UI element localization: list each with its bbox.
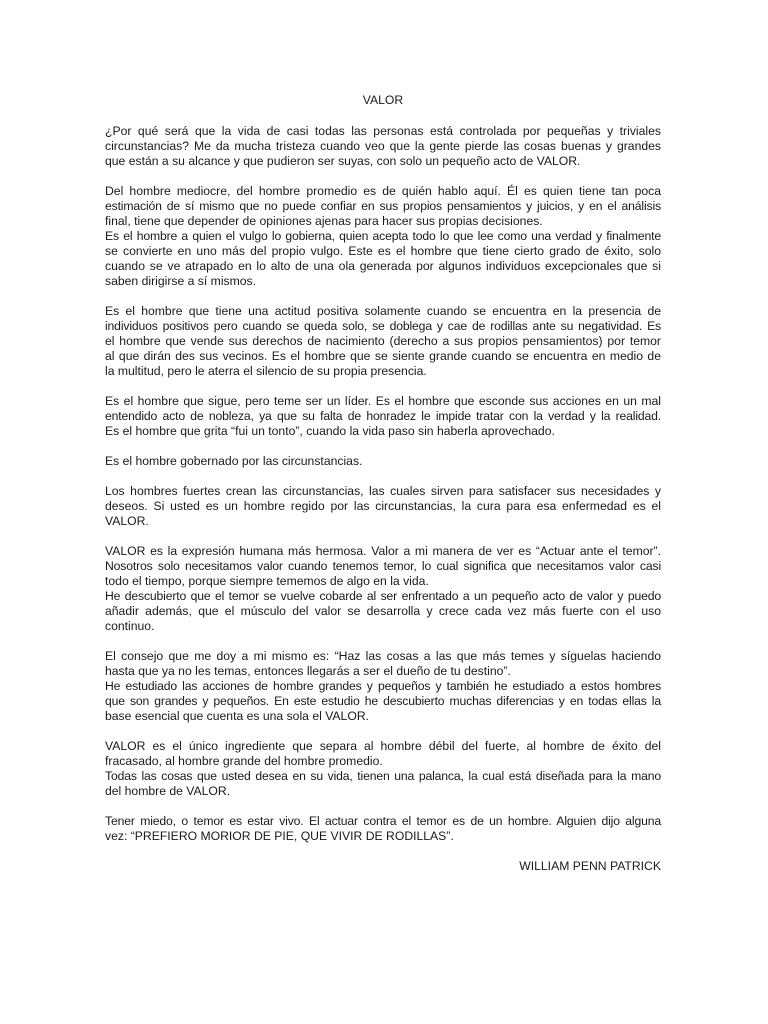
- paragraph-7: [105, 544, 661, 634]
- text-line: todo el tiempo, porque siempre tememos de algo en la vida.: [105, 574, 429, 588]
- paragraph-8: [105, 649, 661, 724]
- author-signature: WILLIAM PENN PATRICK: [519, 859, 661, 873]
- document-title: VALOR: [362, 93, 404, 107]
- text-line: la multitud, pero le aterra el silencio de su propia presencia.: [105, 364, 427, 378]
- text-line: cuando se ve atrapado en lo alto de una ola generada por algunos individuos excepcionales que si: [105, 259, 661, 273]
- text-line: base esencial que cuenta es una sola el VALOR.: [105, 709, 370, 723]
- text-line: al que dirán des sus vecinos. Es el hombre que se siente grande cuando se encuentra en medio de: [105, 349, 661, 363]
- text-line: He descubierto que el temor se vuelve cobarde al ser enfrentado a un pequeño acto de valor y puedo: [105, 589, 661, 603]
- document-page: [105, 93, 661, 874]
- text-line: Tener miedo, o temor es estar vivo. El actuar contra el temor es de un hombre. Alguien dijo alguna: [105, 814, 661, 828]
- text-line: final, tiene que depender de opiniones ajenas para hacer sus propias decisiones.: [105, 214, 543, 228]
- text-line: añadir además, que el músculo del valor se desarrolla y crece cada vez más fuerte con el uso: [105, 604, 661, 618]
- text-line: He estudiado las acciones de hombre grandes y pequeños y también he estudiado a estos hombres: [105, 679, 661, 693]
- text-line: circunstancias? Me da mucha tristeza cuando veo que la gente pierde las cosas buenas y grandes: [105, 139, 661, 153]
- paragraph-2: [105, 184, 661, 289]
- paragraph-5: [105, 454, 661, 469]
- paragraph-9: [105, 739, 661, 799]
- text-line: se convierte en uno más del propio vulgo. Este es el hombre que tiene cierto grado de éxito, solo: [105, 244, 661, 258]
- text-line: VALOR es la expresión humana más hermosa. Valor a mi manera de ver es “Actuar ante el temor”.: [105, 544, 661, 558]
- text-line: hasta que ya no les temas, entonces llegarás a ser el dueño de tu destino”.: [105, 664, 511, 678]
- text-line: VALOR.: [105, 514, 149, 528]
- text-line: Es el hombre que grita “fui un tonto”, cuando la vida paso sin haberla aprovechado.: [105, 424, 555, 438]
- text-line: entendido acto de nobleza, ya que su falta de honradez le impide tratar con la verdad y la realidad.: [105, 409, 661, 423]
- text-line: El consejo que me doy a mi mismo es: “Haz las cosas a las que más temes y síguelas haciendo: [105, 649, 661, 663]
- paragraph-6: [105, 484, 661, 529]
- text-line: estimación de sí mismo que no puede confiar en sus propios pensamientos y juicios, y en el análisis: [105, 199, 661, 213]
- text-line: del hombre de VALOR.: [105, 784, 231, 798]
- text-line: ¿Por qué será que la vida de casi todas las personas está controlada por pequeñas y triviales: [105, 124, 661, 138]
- text-line: Es el hombre que tiene una actitud positiva solamente cuando se encuentra en la presencia de: [105, 304, 661, 318]
- text-line: Es el hombre que sigue, pero teme ser un líder. Es el hombre que esconde sus acciones en un mal: [105, 394, 661, 408]
- text-line: saben dirigirse a sí mismos.: [105, 274, 257, 288]
- text-line: Es el hombre a quien el vulgo lo gobierna, quien acepta todo lo que lee como una verdad y finalmente: [105, 229, 661, 243]
- text-line: Del hombre mediocre, del hombre promedio es de quién hablo aquí. Él es quien tiene tan poca: [105, 184, 661, 198]
- text-line: Los hombres fuertes crean las circunstancias, las cuales sirven para satisfacer sus necesidades y: [105, 484, 661, 498]
- text-line: continuo.: [105, 619, 155, 633]
- paragraph-1: [105, 124, 661, 169]
- paragraph-4: [105, 394, 661, 439]
- paragraph-10: [105, 814, 661, 844]
- text-line: que son grandes y pequeños. En este estudio he descubierto muchas diferencias y en todas ellas la: [105, 694, 661, 708]
- text-line: fracasado, al hombre grande del hombre promedio.: [105, 754, 383, 768]
- text-line: individuos positivos pero cuando se queda solo, se doblega y cae de rodillas ante su negatividad. Es: [105, 319, 661, 333]
- paragraph-3: [105, 304, 661, 379]
- text-line: vez: “PREFIERO MORIOR DE PIE, QUE VIVIR DE RODILLAS”.: [105, 829, 454, 843]
- text-line: que están a su alcance y que pudieron ser suyas, con solo un pequeño acto de VALOR.: [105, 154, 581, 168]
- text-line: el hombre que vende sus derechos de nacimiento (derecho a sus propios pensamientos) por temor: [105, 334, 661, 348]
- text-line: VALOR es el único ingrediente que separa al hombre débil del fuerte, al hombre de éxito del: [105, 739, 661, 753]
- text-line: Nosotros solo necesitamos valor cuando tenemos temor, lo cual significa que necesitamos valor casi: [105, 559, 661, 573]
- text-line: deseos. Si usted es un hombre regido por las circunstancias, la cura para esa enfermedad es el: [105, 499, 661, 513]
- text-line: Todas las cosas que usted desea en su vida, tienen una palanca, la cual está diseñada para la mano: [105, 769, 661, 783]
- text-line: Es el hombre gobernado por las circunstancias.: [105, 454, 363, 468]
